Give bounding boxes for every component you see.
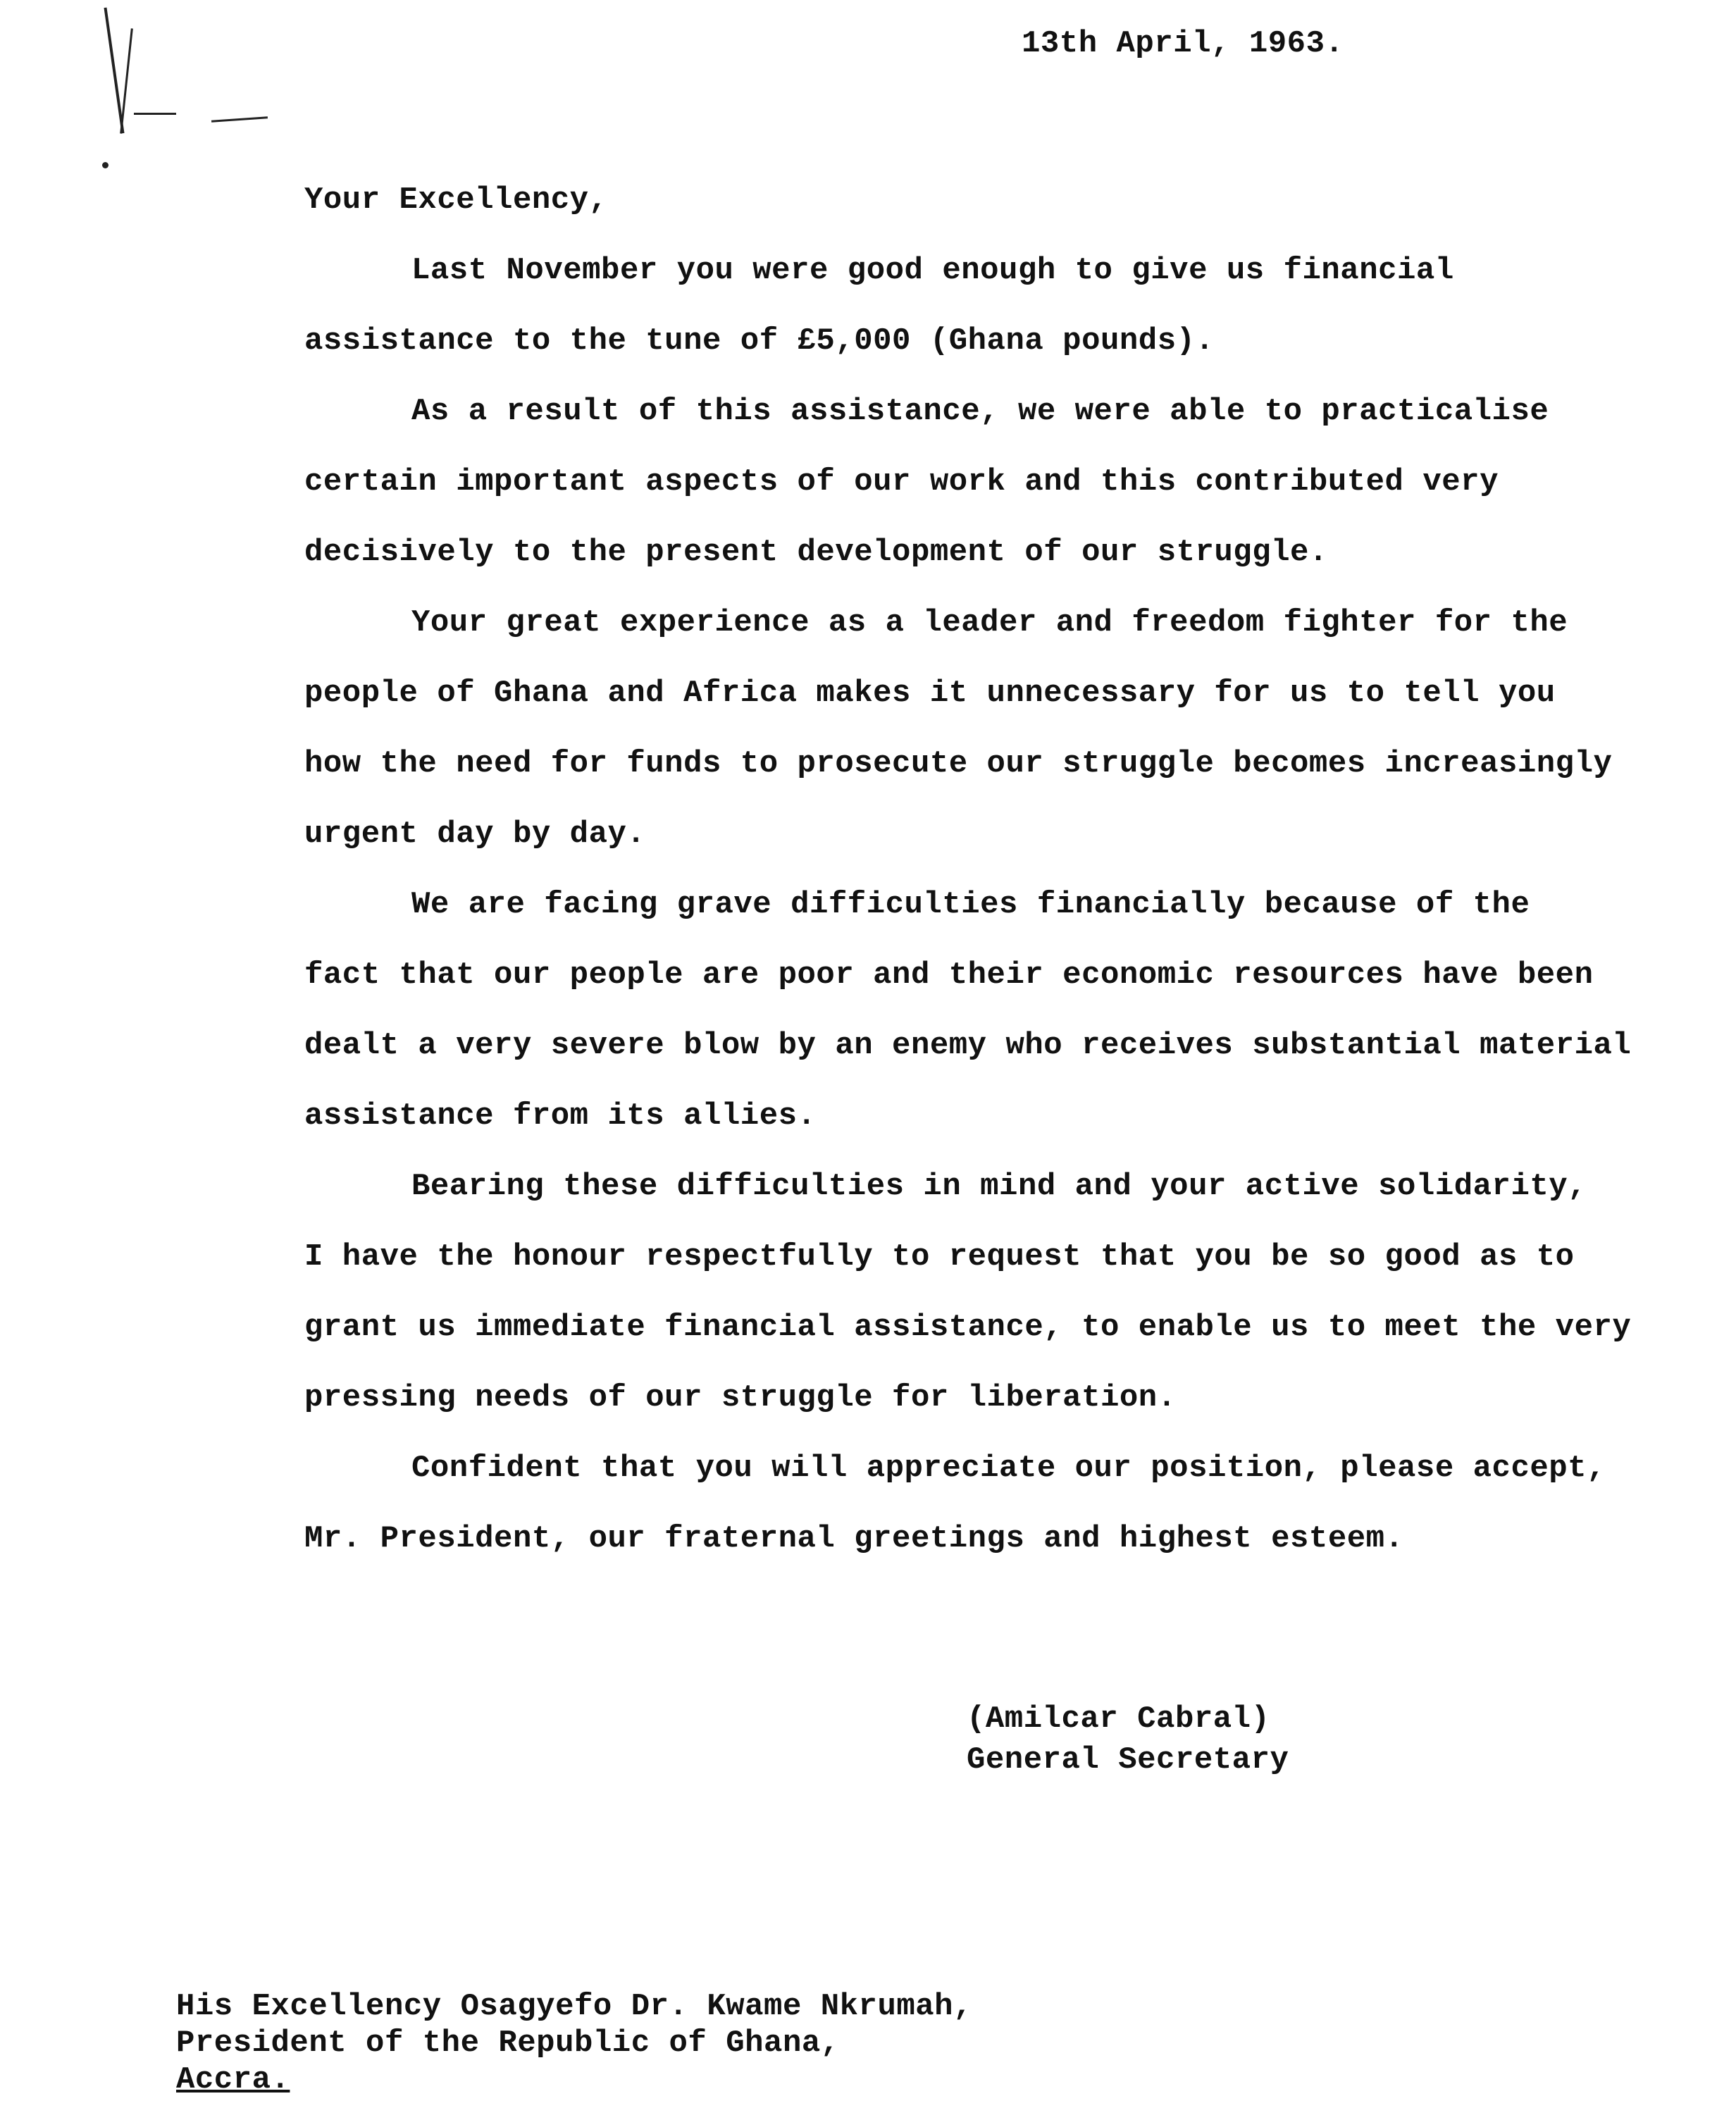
letter-date: 13th April, 1963. (1022, 26, 1344, 61)
body-line: assistance from its allies. (304, 1098, 817, 1134)
body-line: grant us immediate financial assistance, to enable us to meet the very (304, 1310, 1632, 1345)
body-line: decisively to the present development of our struggle. (304, 535, 1328, 570)
addressee-city: Accra. (176, 2062, 290, 2097)
body-line: how the need for funds to prosecute our struggle becomes increasingly (304, 746, 1613, 781)
body-line: Bearing these difficulties in mind and your active solidarity, (411, 1169, 1587, 1204)
addressee-line: President of the Republic of Ghana, (176, 2026, 840, 2061)
body-line: assistance to the tune of £5,000 (Ghana pounds). (304, 323, 1215, 359)
signature-title: General Secretary (967, 1742, 1289, 1778)
pen-mark (120, 28, 133, 133)
body-line: Your great experience as a leader and freedom fighter for the (411, 605, 1568, 640)
body-line: people of Ghana and Africa makes it unnecessary for us to tell you (304, 676, 1556, 711)
body-line: Confident that you will appreciate our position, please accept, (411, 1451, 1606, 1486)
ink-dot (102, 162, 108, 168)
body-line: certain important aspects of our work and this contributed very (304, 464, 1499, 500)
body-line: fact that our people are poor and their economic resources have been (304, 957, 1594, 993)
body-line: Mr. President, our fraternal greetings and highest esteem. (304, 1521, 1404, 1556)
salutation: Your Excellency, (304, 182, 608, 218)
addressee-line: His Excellency Osagyefo Dr. Kwame Nkrumah, (176, 1989, 972, 2024)
body-line: Last November you were good enough to give us financial (411, 253, 1454, 288)
signature-name: (Amilcar Cabral) (967, 1701, 1270, 1737)
pen-mark (211, 116, 268, 123)
pen-mark (134, 113, 176, 115)
body-line: dealt a very severe blow by an enemy who receives substantial material (304, 1028, 1632, 1063)
body-line: As a result of this assistance, we were able to practicalise (411, 394, 1549, 429)
body-line: pressing needs of our struggle for liberation. (304, 1380, 1177, 1415)
body-line: We are facing grave difficulties financially because of the (411, 887, 1530, 922)
body-line: I have the honour respectfully to request that you be so good as to (304, 1239, 1575, 1275)
body-line: urgent day by day. (304, 817, 646, 852)
